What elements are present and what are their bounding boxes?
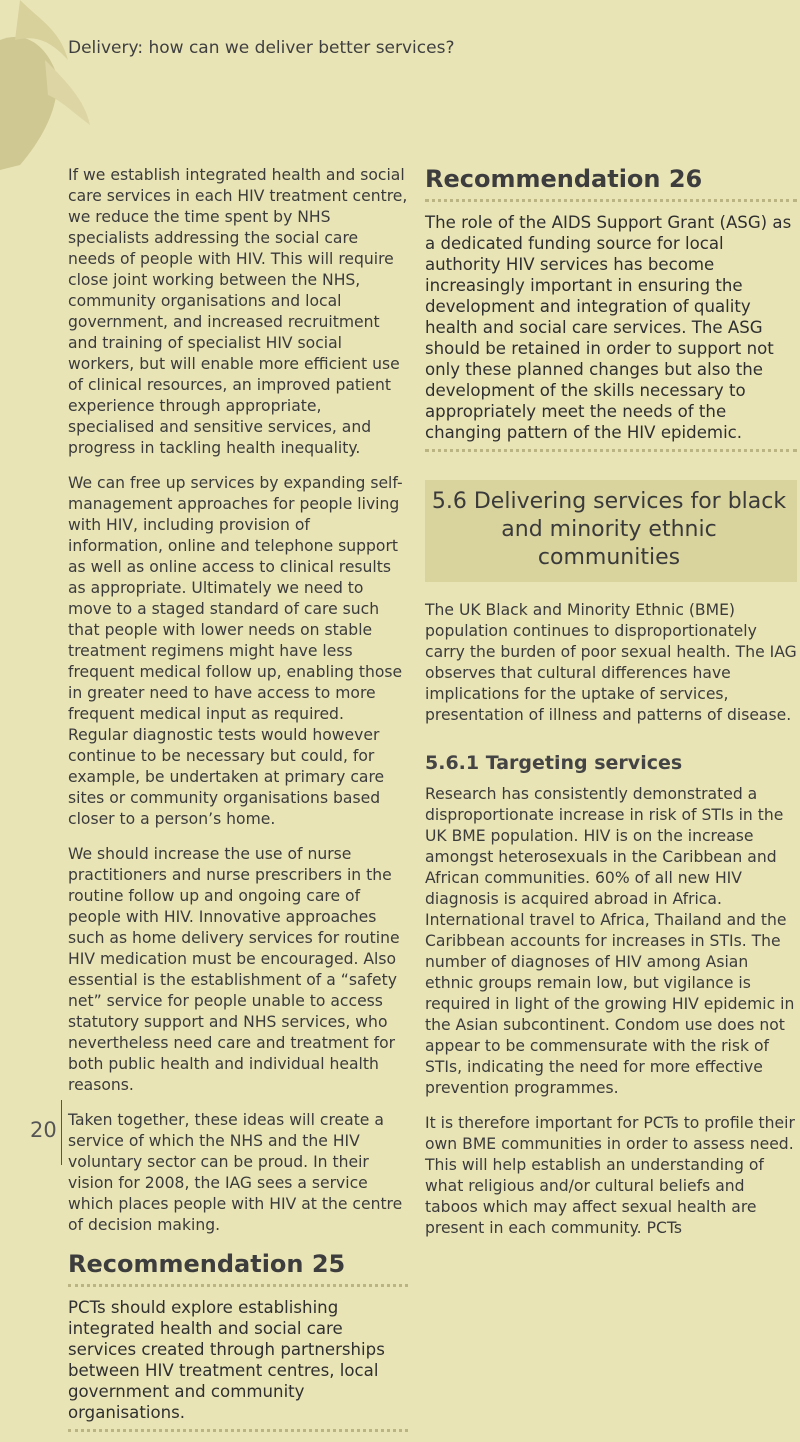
body-paragraph: If we establish integrated health and social care services in each HIV treatment centre, we reduce the time spent by NHS specialists addressing the social care needs of people with HIV. This will require close joint working between the NHS, community organisations and local government, and increased recruitment and training of specialist HIV social workers, but will enable more efficient use of clinical resources, an improved patient experience through appropriate, specialised and sensitive services, and progress in tackling health inequality. [68, 166, 408, 457]
recommendation-box [425, 165, 797, 452]
subsection-heading: 5.6.1 Targeting services [425, 752, 683, 774]
body-paragraph: We can free up services by expanding self-management approaches for people living with HIV, including provision of information, online and telephone support as well as online access to clinical results as appropriate. Ultimately we need to move to a staged standard of care such that people with lower needs on stable treatment regimens might have less frequent medical follow up, enabling those in greater need to have access to more frequent medical input as required. Regular diagnostic tests would however continue to be necessary but could, for example, be undertaken at primary care sites or community organisations based closer to a person’s home. [68, 474, 403, 828]
body-paragraph: It is therefore important for PCTs to profile their own BME communities in order to assess need. This will help establish an understanding of what religious and/or cultural beliefs and taboos which may affect sexual health are present in each community. PCTs [425, 1114, 795, 1237]
section-intro: The UK Black and Minority Ethnic (BME) population continues to disproportionately carry the burden of poor sexual health. The IAG observes that cultural differences have implications for the uptake of services, presentation of illness and patterns of disease. [425, 601, 797, 724]
divider [68, 1429, 408, 1432]
left-column [68, 165, 408, 1442]
body-paragraph: Taken together, these ideas will create a service of which the NHS and the HIV voluntary sector can be proud. In their vision for 2008, the IAG sees a service which places people with HIV at the centre of decision making. [68, 1111, 403, 1234]
body-paragraph: We should increase the use of nurse practitioners and nurse prescribers in the routine follow up and ongoing care of people with HIV. Innovative approaches such as home delivery services for routine HIV medication must be encouraged. Also essential is the establishment of a “safety net” service for people unable to access statutory support and NHS services, who nevertheless need care and treatment for both public health and individual health reasons. [68, 845, 400, 1094]
section-heading: 5.6 Delivering services for black and minority ethnic communities [425, 480, 797, 582]
page-number: 20 [30, 1118, 57, 1142]
body-paragraph: Research has consistently demonstrated a disproportionate increase in risk of STIs in the UK BME population. HIV is on the increase amongst heterosexuals in the Caribbean and African communities. 60% of all new HIV diagnosis is acquired abroad in Africa. International travel to Africa, Thailand and the Caribbean accounts for increases in STIs. The number of diagnoses of HIV among Asian ethnic groups remain low, but vigilance is required in light of the growing HIV epidemic in the Asian subcontinent. Condom use does not appear to be commensurate with the risk of STIs, indicating the need for more effective prevention programmes. [425, 785, 795, 1097]
recommendation-body: The role of the AIDS Support Grant (ASG) as a dedicated funding source for local authority HIV services has become increasingly important in ensuring the development and integration of quality health and social care services. The ASG should be retained in order to support not only these planned changes but also the development of the skills necessary to appropriately meet the needs of the changing pattern of the HIV epidemic. [425, 213, 792, 442]
running-header: Delivery: how can we deliver better services? [68, 38, 455, 58]
decorative-ribbon [0, 0, 90, 170]
divider [425, 199, 797, 202]
recommendation-body: PCTs should explore establishing integrated health and social care services created through partnerships between HIV treatment centres, local government and community organisations. [68, 1298, 385, 1422]
recommendation-title: Recommendation 25 [68, 1250, 346, 1278]
page-number-rule [61, 1100, 62, 1165]
recommendation-box [68, 1250, 408, 1432]
right-column [425, 165, 797, 1253]
divider [68, 1284, 408, 1287]
divider [425, 449, 797, 452]
recommendation-title: Recommendation 26 [425, 165, 703, 193]
